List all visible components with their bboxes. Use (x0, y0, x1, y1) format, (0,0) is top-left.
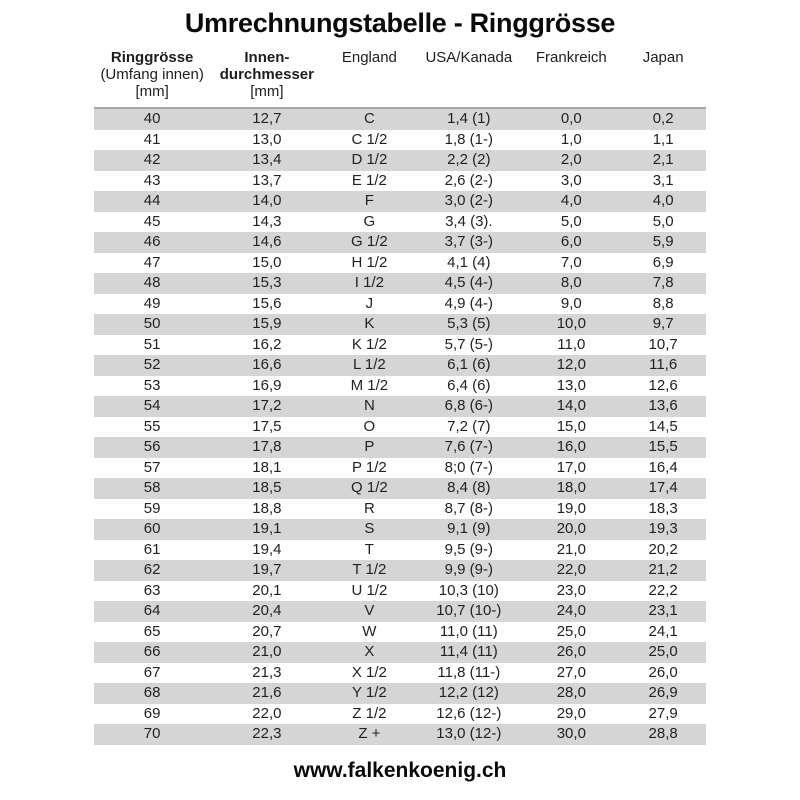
table-cell: 23,1 (648, 602, 678, 620)
table-cell: 4,0 (652, 192, 674, 210)
column-header-line: durchmesser (219, 66, 314, 84)
table-cell: K 1/2 (351, 335, 387, 353)
table-cell: 12,0 (556, 356, 586, 374)
column-header (620, 49, 706, 108)
table-cell: 11,0 (557, 335, 586, 353)
table-cell: 8,7 (8-) (444, 499, 493, 517)
table-cell: 6,4 (6) (447, 376, 491, 394)
table-cell: 16,4 (648, 458, 678, 476)
table-cell: H 1/2 (351, 253, 388, 271)
table-cell: 7,2 (7) (447, 417, 491, 435)
table-cell: 67 (143, 663, 161, 681)
table-cell: 16,9 (252, 376, 282, 394)
table-cell: 6,0 (560, 233, 582, 251)
table-cell: 20,4 (252, 602, 282, 620)
table-cell: 66 (143, 643, 161, 661)
table-cell: 10,3 (10) (438, 581, 499, 599)
table-cell: 1,0 (560, 130, 582, 148)
table-cell: R (363, 499, 375, 517)
table-cell: C (363, 110, 375, 128)
page-title: Umrechnungstabelle - Ringgrösse (184, 8, 616, 38)
table-cell: 15,3 (252, 274, 282, 292)
table-cell: 69 (143, 704, 161, 722)
table-cell: 15,9 (252, 315, 282, 333)
table-row (94, 232, 706, 253)
table-cell: 6,1 (6) (447, 356, 491, 374)
table-cell: 10,7 (10-) (436, 602, 502, 620)
table-cell: 12,6 (648, 376, 678, 394)
table-cell: T (364, 540, 374, 558)
table-row (94, 335, 706, 356)
table-cell: L 1/2 (352, 356, 386, 374)
table-cell: 50 (143, 315, 161, 333)
table-row (94, 642, 706, 663)
table-cell: 5,0 (560, 212, 582, 230)
table-cell: 20,7 (252, 622, 282, 640)
table-cell: 21,6 (252, 684, 282, 702)
table-cell: 19,4 (252, 540, 282, 558)
table-cell: 25,0 (556, 622, 586, 640)
table-cell: 53 (143, 376, 161, 394)
table-cell: 13,0 (12-) (436, 725, 502, 743)
column-header-line: Ringgrösse (110, 49, 194, 67)
table-cell: 15,0 (252, 253, 282, 271)
table-cell: 14,6 (252, 233, 282, 251)
table-cell: 56 (143, 438, 161, 456)
table-row (94, 171, 706, 192)
table-cell: 24,0 (556, 602, 586, 620)
table-row (94, 458, 706, 479)
table-row (94, 150, 706, 171)
column-header-line: Frankreich (535, 49, 607, 67)
table-cell: K (364, 315, 375, 333)
table-cell: G 1/2 (351, 233, 388, 251)
table-cell: E 1/2 (351, 171, 387, 189)
table-cell: J (365, 294, 374, 312)
table-cell: 3,1 (652, 171, 674, 189)
table-row (94, 376, 706, 397)
table-cell: 12,2 (12) (438, 684, 499, 702)
table-row (94, 294, 706, 315)
table-cell: 5,9 (652, 233, 674, 251)
table-cell: 22,0 (252, 704, 282, 722)
table-cell: 29,0 (556, 704, 586, 722)
table-cell: 14,0 (556, 397, 586, 415)
table-cell: 11,4 (11) (439, 643, 498, 661)
footer-url: www.falkenkoenig.ch (293, 758, 507, 782)
table-cell: 17,2 (252, 397, 282, 415)
table-cell: Z 1/2 (352, 704, 387, 722)
table-cell: 61 (143, 540, 161, 558)
table-row (94, 417, 706, 438)
table-cell: 7,6 (7-) (444, 438, 493, 456)
table-cell: 18,0 (556, 479, 586, 497)
table-row (94, 355, 706, 376)
table-row (94, 314, 706, 335)
table-cell: 2,1 (652, 151, 674, 169)
table-cell: P (364, 438, 375, 456)
table-cell: 18,1 (252, 458, 282, 476)
table-cell: 10,0 (556, 315, 586, 333)
table-cell: 60 (143, 520, 161, 538)
table-cell: 0,0 (560, 110, 582, 128)
table-cell: 42 (143, 151, 161, 169)
table-cell: 9,0 (560, 294, 582, 312)
table-cell: 16,6 (252, 356, 282, 374)
table-cell: Q 1/2 (351, 479, 388, 497)
table-cell: 14,0 (252, 192, 282, 210)
table-row (94, 519, 706, 540)
table-cell: 13,7 (252, 171, 282, 189)
table-cell: 26,9 (648, 684, 678, 702)
table-cell: 3,7 (3-) (444, 233, 493, 251)
table-cell: 8,4 (8) (447, 479, 491, 497)
table-cell: 5,7 (5-) (444, 335, 493, 353)
table-cell: 26,0 (556, 643, 586, 661)
table-cell: 12,6 (12-) (436, 704, 502, 722)
table-row (94, 622, 706, 643)
column-header-line: [mm] (135, 83, 169, 101)
table-cell: 15,6 (252, 294, 282, 312)
table-cell: 27,9 (648, 704, 678, 722)
table-cell: 62 (143, 561, 161, 579)
table-cell: 2,0 (560, 151, 582, 169)
table-cell: 54 (143, 397, 161, 415)
table-cell: 4,0 (560, 192, 582, 210)
table-cell: 0,2 (652, 110, 674, 128)
table-cell: 16,2 (252, 335, 282, 353)
table-row (94, 108, 706, 130)
table-cell: 28,8 (648, 725, 678, 743)
table-cell: 43 (143, 171, 161, 189)
table-cell: 22,3 (252, 725, 282, 743)
table-header-row (94, 49, 706, 108)
table-cell: 8,0 (560, 274, 582, 292)
table-cell: 2,2 (2) (447, 151, 491, 169)
table-cell: 11,6 (649, 356, 678, 374)
table-cell: D 1/2 (351, 151, 388, 169)
table-cell: U 1/2 (351, 581, 388, 599)
table-cell: 11,8 (11-) (437, 663, 501, 681)
table-cell: T 1/2 (352, 561, 387, 579)
table-row (94, 396, 706, 417)
table-cell: 3,4 (3). (445, 212, 493, 230)
column-header (415, 49, 522, 108)
table-cell: 19,1 (252, 520, 282, 538)
table-cell: 25,0 (648, 643, 678, 661)
table-row (94, 478, 706, 499)
table-cell: 68 (143, 684, 161, 702)
table-row (94, 540, 706, 561)
table-cell: 45 (143, 212, 161, 230)
table-cell: 23,0 (556, 581, 586, 599)
table-cell: 21,0 (556, 540, 586, 558)
table-cell: 1,4 (1) (447, 110, 491, 128)
table-header (94, 49, 706, 108)
column-header (323, 49, 415, 108)
table-cell: M 1/2 (350, 376, 389, 394)
table-cell: 5,3 (5) (447, 315, 491, 333)
table-cell: 48 (143, 274, 161, 292)
table-cell: 55 (143, 417, 161, 435)
table-cell: 5,0 (652, 212, 674, 230)
column-header-line: USA/Kanada (425, 49, 513, 67)
table-cell: 30,0 (556, 725, 586, 743)
column-header (94, 49, 210, 108)
column-header-line: (Umfang innen) (100, 66, 204, 84)
table-cell: 20,2 (648, 540, 678, 558)
table-row (94, 581, 706, 602)
table-cell: 3,0 (560, 171, 582, 189)
table-cell: 9,5 (9-) (444, 540, 493, 558)
table-cell: X 1/2 (351, 663, 387, 681)
table-cell: 3,0 (2-) (444, 192, 493, 210)
table-cell: S (364, 520, 375, 538)
table-cell: 1,8 (1-) (444, 130, 493, 148)
column-header (210, 49, 323, 108)
table-cell: 1,1 (652, 130, 674, 148)
column-header-line: Japan (642, 49, 684, 67)
table-cell: W (362, 622, 377, 640)
table-cell: 46 (143, 233, 161, 251)
table-cell: V (364, 602, 375, 620)
table-cell: 49 (143, 294, 161, 312)
table-cell: Y 1/2 (352, 684, 387, 702)
table-cell: 21,2 (648, 561, 678, 579)
table-cell: 24,1 (648, 622, 678, 640)
table-cell: 4,9 (4-) (444, 294, 493, 312)
table-cell: G (363, 212, 376, 230)
table-cell: C 1/2 (351, 130, 388, 148)
table-cell: 6,9 (652, 253, 674, 271)
table-row (94, 130, 706, 151)
table-cell: 14,5 (648, 417, 678, 435)
table-row (94, 724, 706, 745)
ring-size-conversion-table (94, 49, 706, 745)
table-cell: 9,9 (9-) (444, 561, 493, 579)
table-cell: 63 (143, 581, 161, 599)
table-row (94, 560, 706, 581)
table-cell: 27,0 (556, 663, 586, 681)
table-cell: 26,0 (648, 663, 678, 681)
table-row (94, 212, 706, 233)
table-cell: 70 (143, 725, 161, 743)
table-cell: 20,1 (252, 581, 282, 599)
table-cell: 21,0 (252, 643, 282, 661)
table-cell: 15,0 (556, 417, 586, 435)
table-cell: 44 (143, 192, 161, 210)
table-cell: 47 (143, 253, 161, 271)
table-cell: 13,6 (648, 397, 678, 415)
table-cell: X (364, 643, 375, 661)
table-cell: 8,8 (652, 294, 674, 312)
table-cell: 59 (143, 499, 161, 517)
table-cell: 9,1 (9) (447, 520, 491, 538)
column-header (522, 49, 620, 108)
table-cell: 2,6 (2-) (444, 171, 493, 189)
table-cell: 16,0 (556, 438, 586, 456)
table-cell: 41 (143, 130, 161, 148)
table-cell: 7,8 (652, 274, 674, 292)
table-cell: 9,7 (652, 315, 674, 333)
table-row (94, 273, 706, 294)
table-cell: 28,0 (556, 684, 586, 702)
table-cell: 17,0 (556, 458, 586, 476)
table-cell: 8;0 (7-) (444, 458, 493, 476)
table-cell: 22,0 (556, 561, 586, 579)
table-cell: 13,0 (556, 376, 586, 394)
table-cell: 17,4 (648, 479, 678, 497)
table-cell: 40 (143, 110, 161, 128)
table-cell: 21,3 (252, 663, 282, 681)
table-cell: P 1/2 (352, 458, 387, 476)
table-row (94, 437, 706, 458)
table-cell: 18,5 (252, 479, 282, 497)
table-cell: 15,5 (648, 438, 678, 456)
table-cell: 57 (143, 458, 161, 476)
table-cell: Z + (358, 725, 381, 743)
table-cell: 65 (143, 622, 161, 640)
table-cell: F (364, 192, 374, 210)
table-cell: 4,5 (4-) (444, 274, 493, 292)
table-cell: 22,2 (648, 581, 678, 599)
table-body (94, 108, 706, 745)
table-row (94, 663, 706, 684)
table-cell: 18,8 (252, 499, 282, 517)
table-row (94, 499, 706, 520)
table-row (94, 683, 706, 704)
table-row (94, 601, 706, 622)
table-cell: O (363, 417, 376, 435)
table-cell: 17,5 (252, 417, 282, 435)
table-row (94, 704, 706, 725)
table-cell: 6,8 (6-) (444, 397, 493, 415)
table-cell: 4,1 (4) (447, 253, 491, 271)
table-cell: N (363, 397, 375, 415)
table-cell: 19,3 (648, 520, 678, 538)
table-cell: 12,7 (252, 110, 282, 128)
column-header-line: England (341, 49, 397, 67)
table-row (94, 191, 706, 212)
column-header-line: Innen- (244, 49, 290, 67)
table-cell: 58 (143, 479, 161, 497)
table-cell: 64 (143, 602, 161, 620)
table-cell: 19,0 (556, 499, 586, 517)
table-cell: 13,4 (252, 151, 282, 169)
table-cell: 10,7 (648, 335, 678, 353)
table-cell: 51 (143, 335, 161, 353)
table-cell: 18,3 (648, 499, 678, 517)
table-cell: 52 (143, 356, 161, 374)
table-cell: 13,0 (252, 130, 282, 148)
table-cell: 7,0 (560, 253, 582, 271)
table-cell: 20,0 (556, 520, 586, 538)
table-row (94, 253, 706, 274)
table-cell: I 1/2 (354, 274, 384, 292)
table-cell: 19,7 (252, 561, 282, 579)
table-cell: 14,3 (252, 212, 282, 230)
table-cell: 11,0 (11) (439, 622, 498, 640)
table-cell: 17,8 (252, 438, 282, 456)
column-header-line: [mm] (250, 83, 284, 101)
